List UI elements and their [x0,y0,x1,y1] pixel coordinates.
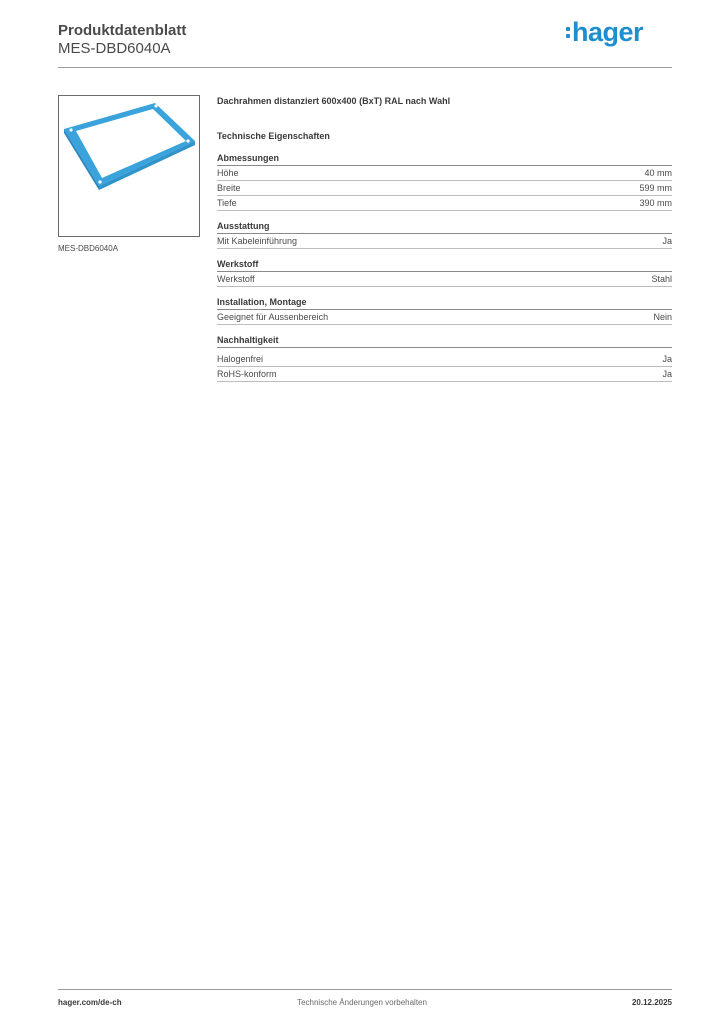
property-value: 40 mm [644,168,672,178]
property-label: Halogenfrei [217,354,264,364]
document-subtitle: MES-DBD6040A [58,40,171,57]
property-group-title: Nachhaltigkeit [217,334,672,348]
property-label: Höhe [217,168,239,178]
footer-website-link[interactable]: hager.com/de-ch [58,998,122,1007]
property-value: Ja [662,354,672,364]
property-value: 599 mm [639,183,672,193]
footer-divider [58,989,672,990]
property-label: RoHS-konform [217,369,277,379]
property-row [217,234,672,249]
property-row [217,310,672,325]
header-divider [58,67,672,68]
property-row [217,166,672,181]
property-group-title: Installation, Montage [217,296,672,310]
properties-heading: Technische Eigenschaften [217,131,330,141]
product-image-caption: MES-DBD6040A [58,244,119,253]
property-value: Ja [662,236,672,246]
product-details [217,95,672,391]
property-label: Geeignet für Aussenbereich [217,312,329,322]
property-group-werkstoff [217,258,672,287]
property-label: Breite [217,183,241,193]
property-row [217,352,672,367]
roof-frame-product-image-icon [59,96,199,236]
property-row [217,272,672,287]
property-label: Tiefe [217,198,237,208]
document-title: Produktdatenblatt [58,22,187,39]
logo-dots-icon [566,25,570,39]
property-row [217,181,672,196]
property-value: Stahl [651,274,672,284]
property-group-title: Werkstoff [217,258,672,272]
property-value: 390 mm [639,198,672,208]
property-label: Mit Kabeleinführung [217,236,298,246]
property-row [217,196,672,211]
footer-date: 20.12.2025 [631,998,672,1007]
product-description: Dachrahmen distanziert 600x400 (BxT) RAL nach Wahl [217,96,451,106]
property-row [217,367,672,382]
property-group-nachhaltigkeit [217,334,672,382]
property-group-installation [217,296,672,325]
property-group-ausstattung [217,220,672,249]
product-image [58,95,200,237]
property-group-title: Abmessungen [217,152,672,166]
property-label: Werkstoff [217,274,255,284]
footer-notice: Technische Änderungen vorbehalten [297,998,427,1007]
hager-logo [566,17,643,47]
property-value: Ja [662,369,672,379]
property-group-title: Ausstattung [217,220,672,234]
property-value: Nein [653,312,672,322]
property-group-abmessungen [217,152,672,211]
logo-text: hager [572,17,644,47]
